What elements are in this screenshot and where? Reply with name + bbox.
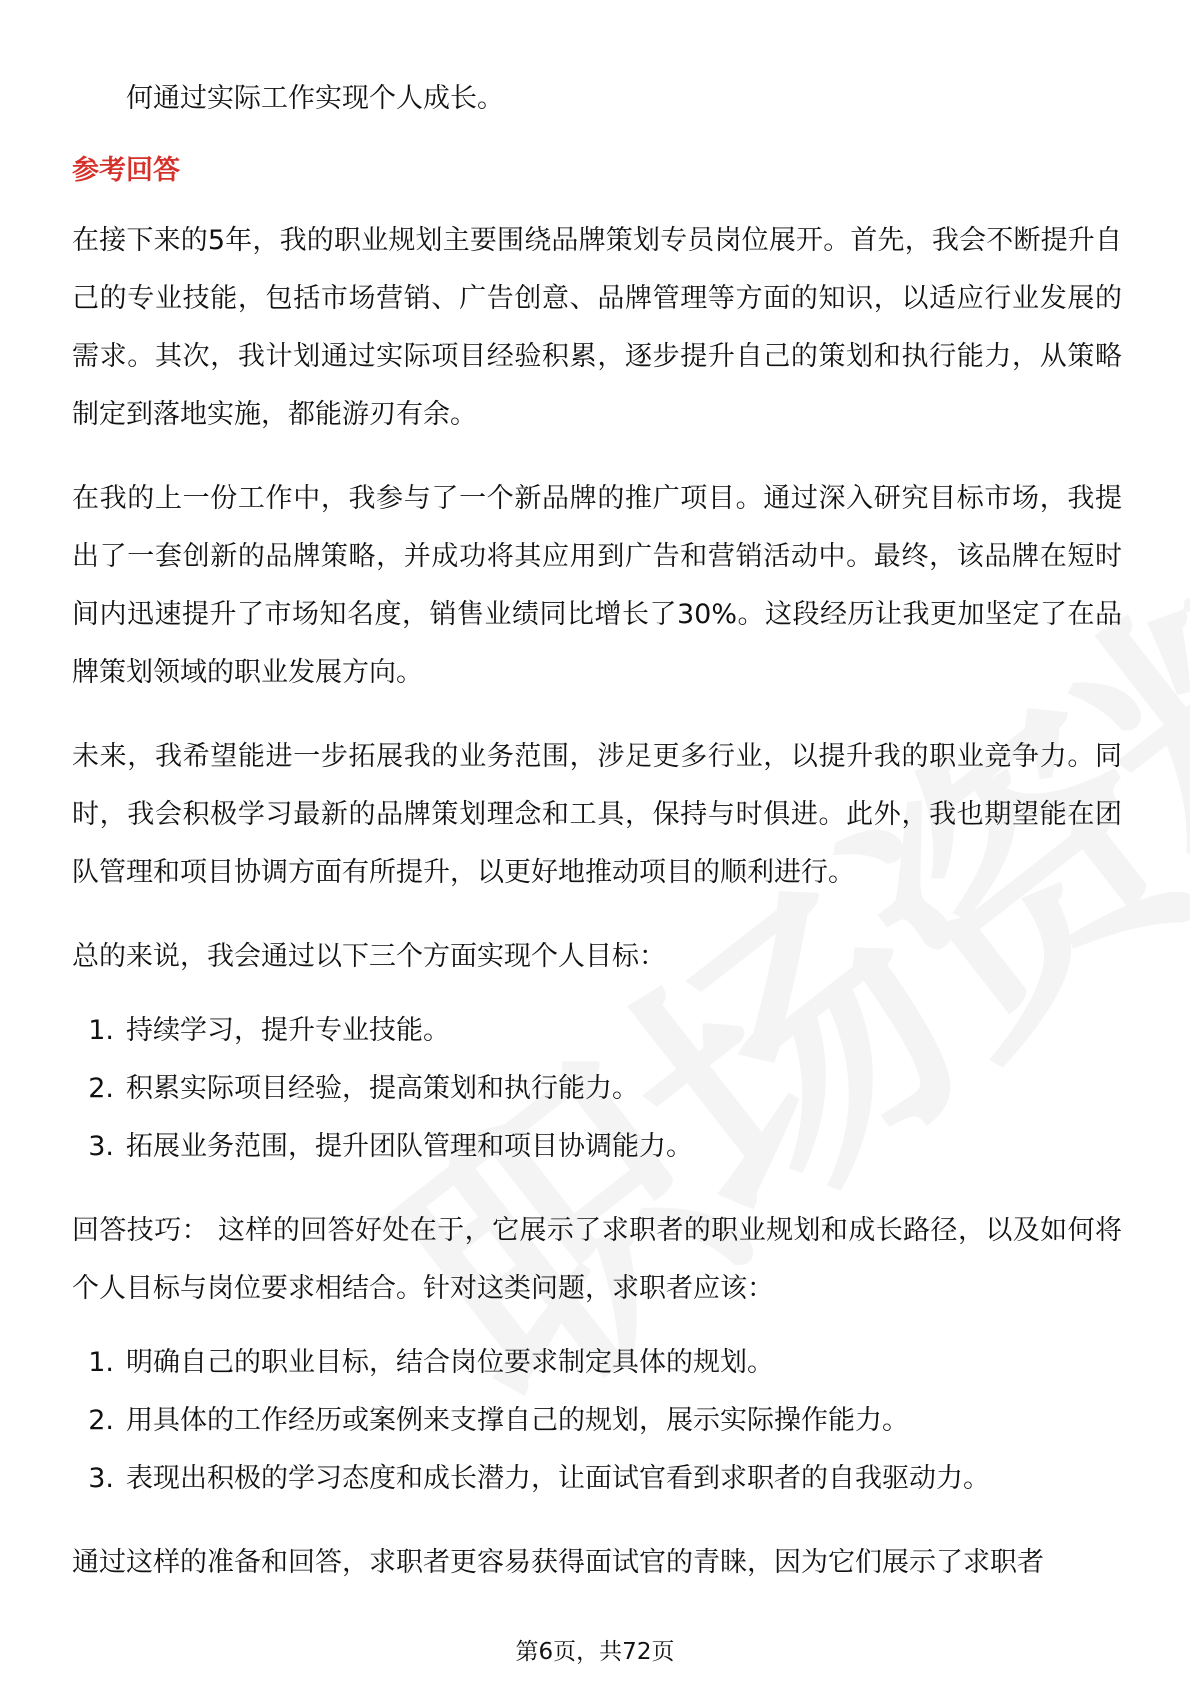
list-item [72, 1392, 1122, 1450]
goals-list [72, 1002, 1122, 1176]
list-item [72, 1118, 1122, 1176]
answer-paragraph-3: 未来，我希望能进一步拓展我的业务范围，涉足更多行业，以提升我的职业竞争力。同时，我会积极学习最新的品牌策划理念和工具，保持与时俱进。此外，我也期望能在团队管理和项目协调方面有所提升，以更好地推动项目的顺利进行。 [72, 741, 1122, 888]
intro-continuation: 何通过实际工作实现个人成长。 [126, 83, 504, 114]
list-number: 2. [88, 1073, 114, 1104]
list-item [72, 1334, 1122, 1392]
list-number: 3. [88, 1463, 114, 1494]
list-item [72, 1450, 1122, 1508]
answer-tips-paragraph: 回答技巧： 这样的回答好处在于，它展示了求职者的职业规划和成长路径，以及如何将个人目标与岗位要求相结合。针对这类问题，求职者应该： [72, 1215, 1122, 1304]
closing-paragraph: 通过这样的准备和回答，求职者更容易获得面试官的青睐，因为它们展示了求职者 [72, 1547, 1044, 1578]
answer-heading: 参考回答 [72, 155, 180, 186]
list-item-text: 积累实际项目经验，提高策划和执行能力。 [126, 1073, 639, 1104]
summary-intro: 总的来说，我会通过以下三个方面实现个人目标： [72, 941, 666, 972]
answer-paragraph-1: 在接下来的5年，我的职业规划主要围绕品牌策划专员岗位展开。首先，我会不断提升自己的专业技能，包括市场营销、广告创意、品牌管理等方面的知识，以适应行业发展的需求。其次，我计划通过实际项目经验积累，逐步提升自己的策划和执行能力，从策略制定到落地实施，都能游刃有余。 [72, 225, 1122, 430]
list-number: 1. [88, 1015, 114, 1046]
list-item-text: 拓展业务范围，提升团队管理和项目协调能力。 [126, 1131, 693, 1162]
answer-paragraph-2: 在我的上一份工作中，我参与了一个新品牌的推广项目。通过深入研究目标市场，我提出了一套创新的品牌策略，并成功将其应用到广告和营销活动中。最终，该品牌在短时间内迅速提升了市场知名度，销售业绩同比增长了30%。这段经历让我更加坚定了在品牌策划领域的职业发展方向。 [72, 483, 1122, 688]
page-content [72, 70, 1122, 1592]
list-item-text: 持续学习，提升专业技能。 [126, 1015, 450, 1046]
list-item [72, 1002, 1122, 1060]
list-item-text: 用具体的工作经历或案例来支撑自己的规划，展示实际操作能力。 [126, 1405, 909, 1436]
list-number: 1. [88, 1347, 114, 1378]
tips-list [72, 1334, 1122, 1508]
list-item-text: 明确自己的职业目标，结合岗位要求制定具体的规划。 [126, 1347, 774, 1378]
list-number: 3. [88, 1131, 114, 1162]
list-number: 2. [88, 1405, 114, 1436]
list-item-text: 表现出积极的学习态度和成长潜力，让面试官看到求职者的自我驱动力。 [126, 1463, 990, 1494]
page-footer: 第6页，共72页 [515, 1639, 675, 1665]
list-item [72, 1060, 1122, 1118]
